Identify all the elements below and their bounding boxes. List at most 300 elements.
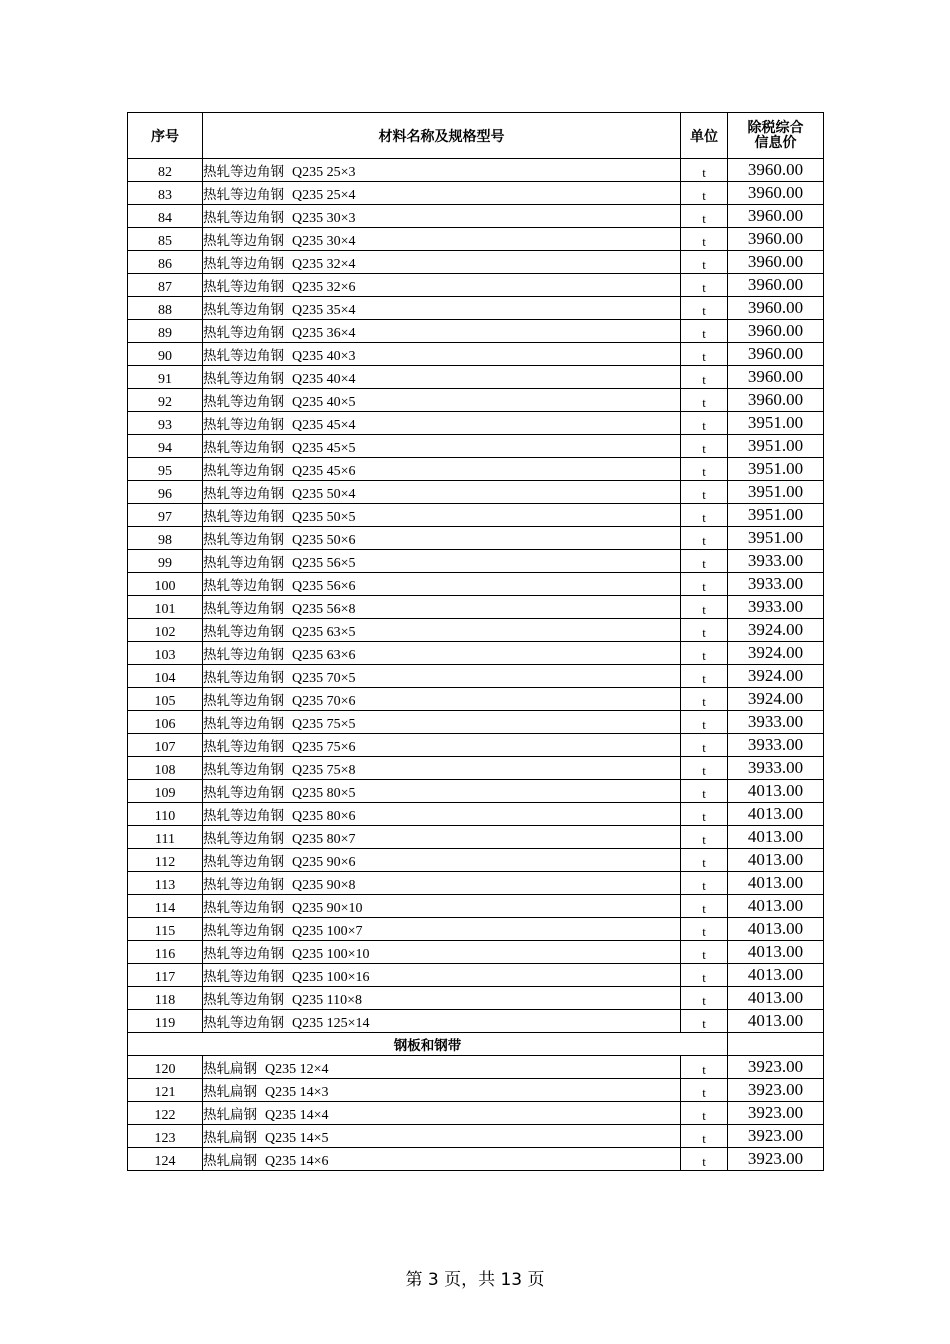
row-no: 94: [128, 435, 203, 458]
row-no: 115: [128, 918, 203, 941]
table-row: [128, 941, 824, 964]
row-material-spec: Q235 40×3: [292, 349, 356, 364]
table-row: [128, 205, 824, 228]
row-unit: t: [681, 619, 728, 642]
page-footer: 第 3 页，共 13 页: [405, 1270, 545, 1290]
row-no: 84: [128, 205, 203, 228]
table-row: [128, 251, 824, 274]
table-row: [128, 665, 824, 688]
row-material-name: 热轧等边角钢: [203, 831, 284, 847]
row-material-spec: Q235 100×10: [292, 947, 370, 962]
row-no: 97: [128, 504, 203, 527]
table-row: [128, 274, 824, 297]
row-price: 3960.00: [728, 228, 824, 251]
row-material-name: 热轧等边角钢: [203, 325, 284, 341]
row-material: [203, 1102, 681, 1125]
row-material-name: 热轧等边角钢: [203, 762, 284, 778]
row-no: 103: [128, 642, 203, 665]
row-material-spec: Q235 35×4: [292, 303, 356, 318]
row-material-spec: Q235 80×6: [292, 809, 356, 824]
row-no: 90: [128, 343, 203, 366]
row-material: [203, 550, 681, 573]
row-material-name: 热轧扁钢: [203, 1153, 257, 1169]
row-unit: t: [681, 1148, 728, 1171]
row-no: 86: [128, 251, 203, 274]
table-row: [128, 297, 824, 320]
row-material-name: 热轧等边角钢: [203, 785, 284, 801]
row-material: [203, 918, 681, 941]
row-material: [203, 1148, 681, 1171]
row-price: 3951.00: [728, 481, 824, 504]
row-material-name: 热轧等边角钢: [203, 647, 284, 663]
row-material-name: 热轧等边角钢: [203, 210, 284, 226]
table-row: [128, 688, 824, 711]
table-row: [128, 642, 824, 665]
table-row: [128, 619, 824, 642]
row-unit: t: [681, 343, 728, 366]
row-price: 3923.00: [728, 1125, 824, 1148]
row-material-spec: Q235 45×6: [292, 464, 356, 479]
row-price: 3923.00: [728, 1056, 824, 1079]
row-price: 3951.00: [728, 458, 824, 481]
row-material-name: 热轧等边角钢: [203, 394, 284, 410]
row-price: 3933.00: [728, 596, 824, 619]
row-unit: t: [681, 826, 728, 849]
row-price: 4013.00: [728, 826, 824, 849]
row-price: 3933.00: [728, 573, 824, 596]
row-price: 3951.00: [728, 412, 824, 435]
table-row: [128, 366, 824, 389]
row-no: 83: [128, 182, 203, 205]
row-price: 3923.00: [728, 1148, 824, 1171]
row-material: [203, 527, 681, 550]
row-price: 4013.00: [728, 987, 824, 1010]
row-material-spec: Q235 50×4: [292, 487, 356, 502]
row-no: 116: [128, 941, 203, 964]
row-material: [203, 895, 681, 918]
row-material: [203, 573, 681, 596]
row-material-name: 热轧等边角钢: [203, 716, 284, 732]
row-material-spec: Q235 40×4: [292, 372, 356, 387]
row-unit: t: [681, 780, 728, 803]
row-material-name: 热轧等边角钢: [203, 187, 284, 203]
row-material: [203, 596, 681, 619]
row-material: [203, 435, 681, 458]
row-material-spec: Q235 125×14: [292, 1016, 370, 1031]
row-price: 4013.00: [728, 849, 824, 872]
row-material-name: 热轧等边角钢: [203, 371, 284, 387]
table-header-row: [128, 113, 824, 159]
row-unit: t: [681, 941, 728, 964]
table-row: [128, 895, 824, 918]
row-material-name: 热轧等边角钢: [203, 555, 284, 571]
row-material-spec: Q235 56×8: [292, 602, 356, 617]
row-unit: t: [681, 1079, 728, 1102]
row-no: 109: [128, 780, 203, 803]
row-material-spec: Q235 14×3: [265, 1085, 329, 1100]
row-material-spec: Q235 56×6: [292, 579, 356, 594]
table-row: [128, 987, 824, 1010]
row-no: 88: [128, 297, 203, 320]
row-unit: t: [681, 711, 728, 734]
row-no: 91: [128, 366, 203, 389]
row-material: [203, 688, 681, 711]
row-material: [203, 849, 681, 872]
row-material-spec: Q235 36×4: [292, 326, 356, 341]
row-material: [203, 1079, 681, 1102]
row-material-name: 热轧等边角钢: [203, 923, 284, 939]
row-material-name: 热轧等边角钢: [203, 601, 284, 617]
price-table: [127, 112, 824, 1171]
row-material-spec: Q235 80×5: [292, 786, 356, 801]
header-no: 序号: [128, 113, 203, 159]
table-row: [128, 964, 824, 987]
row-no: 98: [128, 527, 203, 550]
row-material: [203, 803, 681, 826]
section-row: [128, 1033, 824, 1056]
row-material: [203, 320, 681, 343]
row-unit: t: [681, 1010, 728, 1033]
table-row: [128, 872, 824, 895]
row-price: 3933.00: [728, 757, 824, 780]
row-unit: t: [681, 1056, 728, 1079]
row-unit: t: [681, 918, 728, 941]
row-price: 3933.00: [728, 550, 824, 573]
row-price: 3951.00: [728, 527, 824, 550]
row-no: 92: [128, 389, 203, 412]
table-row: [128, 780, 824, 803]
table-row: [128, 412, 824, 435]
table-row: [128, 182, 824, 205]
row-material-name: 热轧等边角钢: [203, 233, 284, 249]
table-row: [128, 1079, 824, 1102]
row-no: 101: [128, 596, 203, 619]
row-no: 85: [128, 228, 203, 251]
row-no: 100: [128, 573, 203, 596]
row-unit: t: [681, 642, 728, 665]
row-material-name: 热轧等边角钢: [203, 417, 284, 433]
row-material-spec: Q235 100×16: [292, 970, 370, 985]
row-material-spec: Q235 100×7: [292, 924, 363, 939]
row-price: 3960.00: [728, 182, 824, 205]
table-row: [128, 228, 824, 251]
row-unit: t: [681, 504, 728, 527]
row-unit: t: [681, 182, 728, 205]
row-no: 89: [128, 320, 203, 343]
row-material: [203, 964, 681, 987]
row-material: [203, 412, 681, 435]
row-material: [203, 642, 681, 665]
table-row: [128, 1056, 824, 1079]
row-material: [203, 504, 681, 527]
row-material: [203, 159, 681, 182]
row-unit: t: [681, 803, 728, 826]
row-material-name: 热轧等边角钢: [203, 578, 284, 594]
row-material-spec: Q235 75×8: [292, 763, 356, 778]
row-price: 3960.00: [728, 251, 824, 274]
table-row: [128, 159, 824, 182]
row-unit: t: [681, 228, 728, 251]
row-no: 102: [128, 619, 203, 642]
row-price: 4013.00: [728, 964, 824, 987]
row-no: 96: [128, 481, 203, 504]
row-material: [203, 251, 681, 274]
table-row: [128, 1102, 824, 1125]
row-material-spec: Q235 32×4: [292, 257, 356, 272]
row-material: [203, 297, 681, 320]
row-price: 4013.00: [728, 780, 824, 803]
row-price: 3960.00: [728, 389, 824, 412]
row-unit: t: [681, 757, 728, 780]
row-material: [203, 757, 681, 780]
row-material-spec: Q235 63×5: [292, 625, 356, 640]
row-no: 82: [128, 159, 203, 182]
row-material-name: 热轧扁钢: [203, 1084, 257, 1100]
row-no: 104: [128, 665, 203, 688]
row-material-name: 热轧等边角钢: [203, 256, 284, 272]
row-unit: t: [681, 734, 728, 757]
table-row: [128, 389, 824, 412]
row-no: 121: [128, 1079, 203, 1102]
row-material-spec: Q235 25×3: [292, 165, 356, 180]
row-no: 105: [128, 688, 203, 711]
row-material: [203, 343, 681, 366]
row-material-name: 热轧扁钢: [203, 1130, 257, 1146]
table-row: [128, 320, 824, 343]
row-material-name: 热轧等边角钢: [203, 1015, 284, 1031]
header-price: [728, 113, 824, 159]
row-price: 3960.00: [728, 320, 824, 343]
row-material-name: 热轧等边角钢: [203, 486, 284, 502]
row-material-name: 热轧等边角钢: [203, 440, 284, 456]
row-price: 3923.00: [728, 1102, 824, 1125]
row-material-name: 热轧等边角钢: [203, 279, 284, 295]
row-price: 3960.00: [728, 159, 824, 182]
row-material: [203, 1010, 681, 1033]
row-unit: t: [681, 849, 728, 872]
row-unit: t: [681, 1102, 728, 1125]
row-unit: t: [681, 573, 728, 596]
row-no: 118: [128, 987, 203, 1010]
table-row: [128, 803, 824, 826]
row-material: [203, 872, 681, 895]
row-unit: t: [681, 964, 728, 987]
row-material: [203, 1056, 681, 1079]
row-unit: t: [681, 205, 728, 228]
row-material-spec: Q235 14×5: [265, 1131, 329, 1146]
row-unit: t: [681, 251, 728, 274]
row-unit: t: [681, 412, 728, 435]
row-material-spec: Q235 90×10: [292, 901, 363, 916]
row-material: [203, 734, 681, 757]
row-material: [203, 665, 681, 688]
row-material-spec: Q235 32×6: [292, 280, 356, 295]
row-material-spec: Q235 90×8: [292, 878, 356, 893]
row-unit: t: [681, 987, 728, 1010]
row-unit: t: [681, 550, 728, 573]
row-no: 124: [128, 1148, 203, 1171]
row-material-spec: Q235 80×7: [292, 832, 356, 847]
row-price: 3960.00: [728, 274, 824, 297]
row-material-name: 热轧扁钢: [203, 1107, 257, 1123]
row-unit: t: [681, 688, 728, 711]
row-material-name: 热轧扁钢: [203, 1061, 257, 1077]
row-price: 3960.00: [728, 205, 824, 228]
row-unit: t: [681, 481, 728, 504]
row-material: [203, 366, 681, 389]
row-material-spec: Q235 50×6: [292, 533, 356, 548]
table-row: [128, 527, 824, 550]
row-no: 99: [128, 550, 203, 573]
header-unit: 单位: [681, 113, 728, 159]
table-row: [128, 573, 824, 596]
row-no: 110: [128, 803, 203, 826]
row-material: [203, 274, 681, 297]
row-price: 3960.00: [728, 297, 824, 320]
table-row: [128, 596, 824, 619]
row-unit: t: [681, 665, 728, 688]
row-no: 120: [128, 1056, 203, 1079]
row-price: 3951.00: [728, 435, 824, 458]
row-unit: t: [681, 389, 728, 412]
row-no: 113: [128, 872, 203, 895]
row-material-spec: Q235 12×4: [265, 1062, 329, 1077]
table-row: [128, 1125, 824, 1148]
row-material-spec: Q235 63×6: [292, 648, 356, 663]
row-no: 108: [128, 757, 203, 780]
row-material-spec: Q235 14×4: [265, 1108, 329, 1123]
row-material: [203, 458, 681, 481]
row-material-name: 热轧等边角钢: [203, 348, 284, 364]
row-material-spec: Q235 50×5: [292, 510, 356, 525]
row-no: 107: [128, 734, 203, 757]
table-row: [128, 435, 824, 458]
row-material: [203, 780, 681, 803]
table-row: [128, 734, 824, 757]
row-material: [203, 1125, 681, 1148]
table-row: [128, 504, 824, 527]
row-material: [203, 941, 681, 964]
row-material-name: 热轧等边角钢: [203, 900, 284, 916]
table-row: [128, 711, 824, 734]
row-material-name: 热轧等边角钢: [203, 164, 284, 180]
row-price: 4013.00: [728, 895, 824, 918]
row-material-spec: Q235 110×8: [292, 993, 362, 1008]
table-section: [128, 1033, 824, 1056]
row-price: 3960.00: [728, 343, 824, 366]
row-material: [203, 182, 681, 205]
row-material-name: 热轧等边角钢: [203, 532, 284, 548]
table-row: [128, 918, 824, 941]
row-price: 4013.00: [728, 1010, 824, 1033]
row-no: 119: [128, 1010, 203, 1033]
row-material-spec: Q235 75×5: [292, 717, 356, 732]
section-title: 钢板和钢带: [128, 1033, 728, 1056]
row-material-spec: Q235 70×6: [292, 694, 356, 709]
row-material-spec: Q235 45×5: [292, 441, 356, 456]
row-no: 117: [128, 964, 203, 987]
row-material-name: 热轧等边角钢: [203, 992, 284, 1008]
table-row: [128, 849, 824, 872]
row-material-spec: Q235 90×6: [292, 855, 356, 870]
row-material-spec: Q235 70×5: [292, 671, 356, 686]
row-material: [203, 826, 681, 849]
row-material-name: 热轧等边角钢: [203, 509, 284, 525]
row-unit: t: [681, 274, 728, 297]
row-material: [203, 987, 681, 1010]
row-material-spec: Q235 56×5: [292, 556, 356, 571]
row-unit: t: [681, 366, 728, 389]
row-unit: t: [681, 458, 728, 481]
row-no: 95: [128, 458, 203, 481]
row-price: 3960.00: [728, 366, 824, 389]
row-unit: t: [681, 1125, 728, 1148]
table-row: [128, 343, 824, 366]
row-price: 3933.00: [728, 711, 824, 734]
row-price: 4013.00: [728, 872, 824, 895]
row-no: 111: [128, 826, 203, 849]
row-material-name: 热轧等边角钢: [203, 877, 284, 893]
row-no: 106: [128, 711, 203, 734]
row-unit: t: [681, 527, 728, 550]
section-empty-cell: [728, 1033, 824, 1056]
row-material-spec: Q235 30×4: [292, 234, 356, 249]
row-price: 3924.00: [728, 688, 824, 711]
row-material-name: 热轧等边角钢: [203, 624, 284, 640]
table-body-flat-steel: [128, 1056, 824, 1171]
row-no: 87: [128, 274, 203, 297]
row-material: [203, 228, 681, 251]
row-material-spec: Q235 30×3: [292, 211, 356, 226]
row-price: 4013.00: [728, 918, 824, 941]
row-no: 114: [128, 895, 203, 918]
row-material-spec: Q235 40×5: [292, 395, 356, 410]
row-unit: t: [681, 297, 728, 320]
row-material-name: 热轧等边角钢: [203, 854, 284, 870]
row-material: [203, 481, 681, 504]
header-price-line2: 信息价: [754, 134, 797, 151]
table-body-angle-steel: [128, 159, 824, 1033]
row-unit: t: [681, 895, 728, 918]
header-price-line1: 除税综合: [747, 119, 804, 136]
row-no: 112: [128, 849, 203, 872]
row-material-name: 热轧等边角钢: [203, 969, 284, 985]
row-material: [203, 389, 681, 412]
row-material: [203, 619, 681, 642]
row-no: 123: [128, 1125, 203, 1148]
row-price: 3924.00: [728, 665, 824, 688]
row-material-spec: Q235 14×6: [265, 1154, 329, 1169]
row-material: [203, 205, 681, 228]
row-price: 3933.00: [728, 734, 824, 757]
row-material-name: 热轧等边角钢: [203, 302, 284, 318]
row-unit: t: [681, 596, 728, 619]
row-price: 3924.00: [728, 642, 824, 665]
table-row: [128, 550, 824, 573]
row-material-name: 热轧等边角钢: [203, 739, 284, 755]
row-unit: t: [681, 159, 728, 182]
row-material-spec: Q235 45×4: [292, 418, 356, 433]
row-price: 3924.00: [728, 619, 824, 642]
row-material: [203, 711, 681, 734]
row-material-spec: Q235 75×6: [292, 740, 356, 755]
row-material-name: 热轧等边角钢: [203, 693, 284, 709]
row-unit: t: [681, 320, 728, 343]
header-name: 材料名称及规格型号: [203, 113, 681, 159]
row-material-name: 热轧等边角钢: [203, 670, 284, 686]
row-price: 3923.00: [728, 1079, 824, 1102]
row-price: 3951.00: [728, 504, 824, 527]
